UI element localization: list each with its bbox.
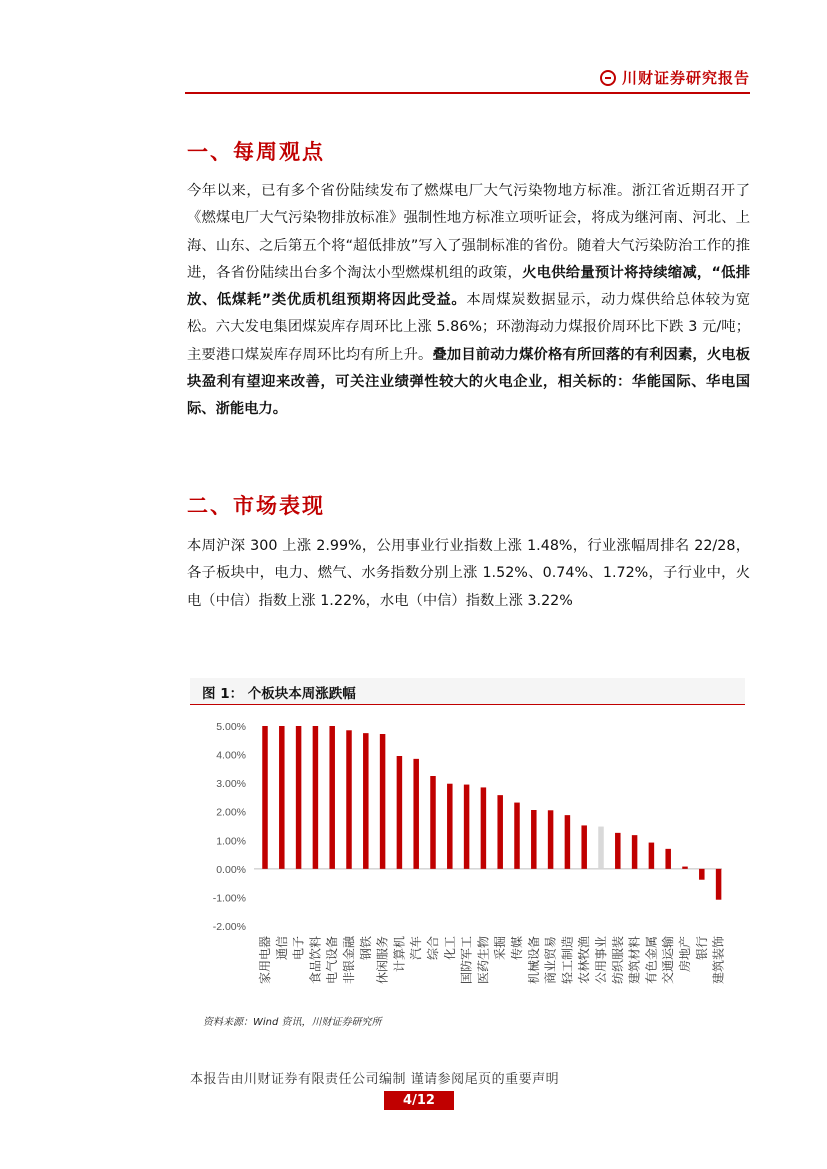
x-tick-label: 公用事业 (594, 936, 608, 985)
bar (464, 785, 470, 869)
bar (346, 730, 352, 869)
bar (548, 810, 554, 869)
x-tick-label: 传媒 (510, 936, 524, 961)
bar (430, 776, 436, 869)
x-tick-label: 机械设备 (526, 936, 541, 985)
bar (380, 734, 386, 869)
x-tick-label: 休闲服务 (375, 936, 390, 985)
x-tick-label: 计算机 (392, 936, 407, 973)
bar (397, 756, 403, 869)
bar (262, 726, 268, 869)
x-tick-label: 食品饮料 (308, 936, 323, 985)
bar (665, 849, 671, 869)
x-tick-label: 汽车 (409, 936, 424, 961)
section2-title: 二、市场表现 (187, 494, 325, 518)
x-tick-label: 建筑装饰 (711, 936, 726, 985)
x-tick-label: 综合 (426, 936, 440, 961)
bar (447, 784, 453, 869)
bar-chart (190, 704, 745, 1009)
paragraph-segment: 今年以来，已有多个省份陆续发布了燃煤电厂大气污染物地方标准。浙江省近期召开了《燃煤电厂大气污染物排放标准》强制性地方标准立项听证会，将成为继河南、河北、上海、山东、之后第五个将“超低排放”写入了强制标准的省份。随着大气污染防治工作的推进，各省份陆续出台多个淘汰小型燃煤机组的政策， (187, 183, 750, 281)
bar (565, 815, 571, 869)
y-tick-label: 3.00% (216, 778, 246, 791)
section1-title: 一、每周观点 (187, 140, 325, 164)
x-tick-label: 农林牧渔 (577, 936, 592, 985)
bar (649, 843, 655, 869)
x-tick-label: 纺织服装 (610, 936, 625, 985)
y-tick-label: 2.00% (216, 806, 246, 819)
footer-disclaimer: 本报告由川财证券有限责任公司编制 谨请参阅尾页的重要声明 (190, 1072, 560, 1087)
x-tick-label: 房地产 (678, 936, 692, 973)
bar (682, 867, 688, 869)
bar (413, 759, 419, 869)
paragraph-segment: 本周煤炭数据显示，动力煤供给总体较为宽松。六大发电集团煤炭库存周环比上涨 5.86%；环渤海动力煤报价周环比下跌 3 元/吨；主要港口煤炭库存周环比均有所上升。 (187, 292, 751, 363)
x-tick-label: 采掘 (493, 936, 508, 961)
x-tick-label: 电气设备 (325, 936, 340, 985)
y-tick-label: -1.00% (212, 892, 246, 905)
bar (716, 869, 722, 900)
x-tick-label: 钢铁 (358, 936, 373, 961)
x-tick-label: 轻工制造 (560, 936, 575, 985)
x-tick-label: 银行 (694, 936, 709, 961)
bar (632, 835, 638, 869)
bar (296, 726, 302, 869)
page-number: 4/12 (384, 1091, 454, 1110)
figure-title: 图 1： 个板块本周涨跌幅 (202, 686, 356, 702)
section1-paragraph (187, 178, 750, 424)
x-tick-label: 建筑材料 (627, 936, 642, 985)
bar (699, 869, 705, 880)
y-tick-label: 5.00% (216, 721, 246, 733)
bar (279, 726, 285, 869)
x-tick-label: 医药生物 (476, 936, 491, 985)
bar (497, 795, 503, 869)
header-divider (185, 92, 750, 94)
x-tick-label: 商业贸易 (543, 936, 558, 985)
bar (363, 733, 369, 869)
brand (600, 67, 750, 88)
bar (481, 787, 487, 868)
y-tick-label: -2.00% (212, 921, 246, 933)
page-header (185, 62, 750, 94)
bar (329, 726, 335, 869)
x-tick-label: 有色金属 (644, 936, 659, 985)
x-tick-label: 交通运输 (661, 936, 676, 985)
bar (598, 827, 604, 869)
bar (615, 833, 621, 869)
brand-logo-icon (600, 70, 616, 86)
x-tick-label: 化工 (442, 936, 457, 961)
figure-source: 资料来源：Wind 资讯，川财证券研究所 (203, 1017, 382, 1028)
brand-name: 川财证券研究报告 (621, 69, 750, 87)
bar (581, 825, 587, 868)
bar (514, 803, 520, 869)
x-tick-label: 非银金融 (342, 936, 356, 985)
x-tick-label: 家用电器 (258, 936, 272, 985)
x-tick-label: 通信 (274, 936, 289, 961)
bar (313, 726, 319, 869)
x-tick-label: 国防军工 (459, 936, 474, 985)
x-tick-label: 电子 (291, 936, 306, 961)
paragraph-segment: 火电供给量预计将持续缩减，“低排放、低煤耗”类优质机组预期将因此受益。 (187, 264, 750, 309)
y-tick-label: 0.00% (216, 863, 246, 876)
section2-paragraph: 本周沪深 300 上涨 2.99%，公用事业行业指数上涨 1.48%，行业涨幅周排名 22/28，各子板块中，电力、燃气、水务指数分别上涨 1.52%、0.74%、1.72%，子行业中，火电（中信）指数上涨 1.22%，水电（中信）指数上涨 3.22% (187, 538, 750, 609)
y-tick-label: 1.00% (216, 835, 246, 848)
paragraph-segment: 叠加目前动力煤价格有所回落的有利因素，火电板块盈利有望迎来改善，可关注业绩弹性较大的火电企业，相关标的：华能国际、华电国际、浙能电力。 (187, 346, 751, 418)
figure-title-bar (190, 678, 745, 705)
bar (531, 810, 537, 869)
y-tick-label: 4.00% (216, 749, 246, 762)
